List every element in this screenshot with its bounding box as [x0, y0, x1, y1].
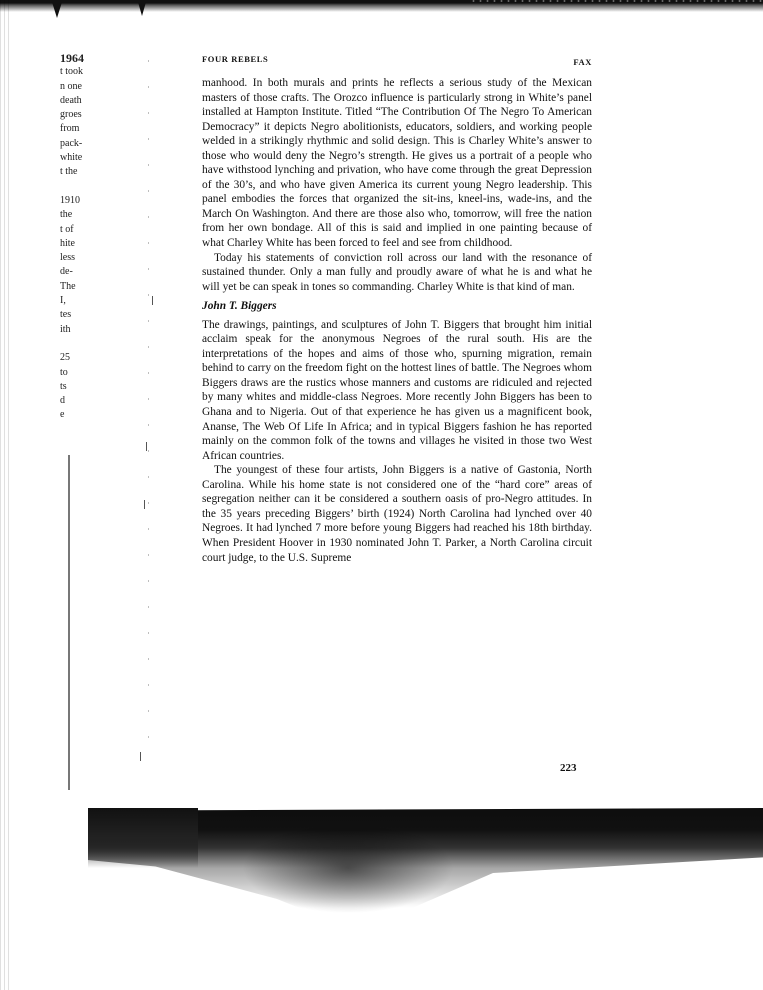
facing-page-fragment: [60, 180, 100, 194]
facing-page-fragment: hite: [60, 237, 75, 249]
paragraph: manhood. In both murals and prints he reflects a serious study of the Mexican masters of those crafts. The Orozco influence is particularly strong in White’s panel installed at Hampton Institute. Titled “The Contribution Of The Negro To American Democracy” it depicts Negro abolitionists, educators, soldiers, and working people welded in a strikingly rhythmic and solid design. This is Charley White’s answer to those who would deny the Negro’s strength. He gives us a portrait of a people who have withstood lynching and privation, who have come through the great Depression of the 30’s, and who have given America its current young Negro leadership. This panel embodies the forces that organized the sit-ins, kneel-ins, wade-ins, and the March On Washington. And there are those also who, tomorrow, will free the nation from her own bondage. All of this is said and implied in one painting because of what Charley White has been forced to feel and see from childhood.: [202, 77, 592, 250]
scan-bottom-smudge: [88, 808, 198, 868]
running-head: [202, 54, 592, 72]
scan-top-notch: [138, 2, 146, 16]
facing-page-fragment: de-: [60, 266, 73, 278]
paragraph: Today his statements of conviction roll across our land with the resonance of sustained thunder. Only a man fully and proudly aware of what he is and what he will yet be can speak in tones so commanding. Charley White is that kind of man.: [202, 251, 592, 293]
facing-page-fragment: ith: [60, 323, 71, 335]
facing-page-fragment: pack-: [60, 137, 83, 149]
facing-page-fragments: [60, 51, 100, 423]
facing-page-fragment: The: [60, 280, 76, 292]
scan-top-dots: [470, 0, 763, 2]
facing-page-fragment: tes: [60, 309, 72, 321]
gutter-line: [68, 455, 70, 790]
page-body: [202, 76, 592, 565]
facing-page-fragment: the: [60, 209, 73, 221]
section-subhead: John T. Biggers: [202, 300, 277, 313]
facing-page-fragment: 1964: [60, 51, 84, 65]
facing-page-fragment: [60, 337, 100, 351]
paragraph: The youngest of these four artists, John Biggers is a native of Gastonia, North Carolina. While his home state is not considered one of the “hard core” areas of segregation neither can it be considered a southern oasis of pro-Negro attitudes. In the 35 years preceding Biggers’ birth (1924) North Carolina had lynched over 40 Negroes. It had lynched 7 more before young Biggers had reached his 18th birthday. When President Hoover in 1930 nominated John T. Parker, a North Carolina circuit court judge, to the U.S. Supreme: [202, 464, 592, 564]
facing-page-fragment: groes: [60, 109, 82, 121]
facing-page-fragment: white: [60, 152, 83, 164]
facing-page-fragment: from: [60, 123, 80, 135]
facing-page-fragment: n one: [60, 80, 82, 92]
paragraph: The drawings, paintings, and sculptures of John T. Biggers that brought him initial acclaim speak for the anonymous Negroes of the rural south. His are the interpretations of the hopes and aims of those who, spurning migration, remain behind to carry on the freedom fight on the hottest lines of battle. The Negroes whom Biggers draws are the rustics whose manners and customs are ridiculed and rejected by many whites and middle-class Negroes. More recently John Biggers has been to Ghana and to Nigeria. Out of that experience he has given us a magnificent book, Ananse, The Web Of Life In Africa; and in typical Biggers fashion he has reported mainly on the common folk of the towns and villages he visited in those two West African countries.: [202, 318, 592, 462]
facing-page-fragment: 1910: [60, 194, 80, 206]
running-head-title: FOUR REBELS: [202, 54, 269, 64]
scan-top-notch: [52, 2, 62, 18]
margin-mark: [152, 296, 153, 305]
facing-page-fragment: ts: [60, 380, 67, 392]
book-page: [202, 52, 592, 565]
facing-page-fragment: to: [60, 366, 68, 378]
facing-page-fragment: t took: [60, 66, 84, 78]
facing-page-fragment: 25: [60, 352, 70, 364]
facing-page-fragment: t the: [60, 166, 78, 178]
facing-page-fragment: death: [60, 94, 82, 106]
facing-page-fragment: less: [60, 252, 75, 264]
running-head-right: FAX: [573, 57, 592, 67]
facing-page-fragment: t of: [60, 223, 74, 235]
page-number: 223: [560, 762, 577, 774]
facing-page-fragment: I,: [60, 295, 66, 307]
facing-page-fragment: e: [60, 409, 65, 421]
margin-mark: [140, 752, 141, 761]
facing-page-fragment: d: [60, 395, 65, 407]
gutter-shadow: [148, 60, 149, 760]
margin-mark: [144, 500, 145, 509]
margin-mark: [146, 442, 147, 451]
scan-left-edge: [0, 0, 12, 990]
